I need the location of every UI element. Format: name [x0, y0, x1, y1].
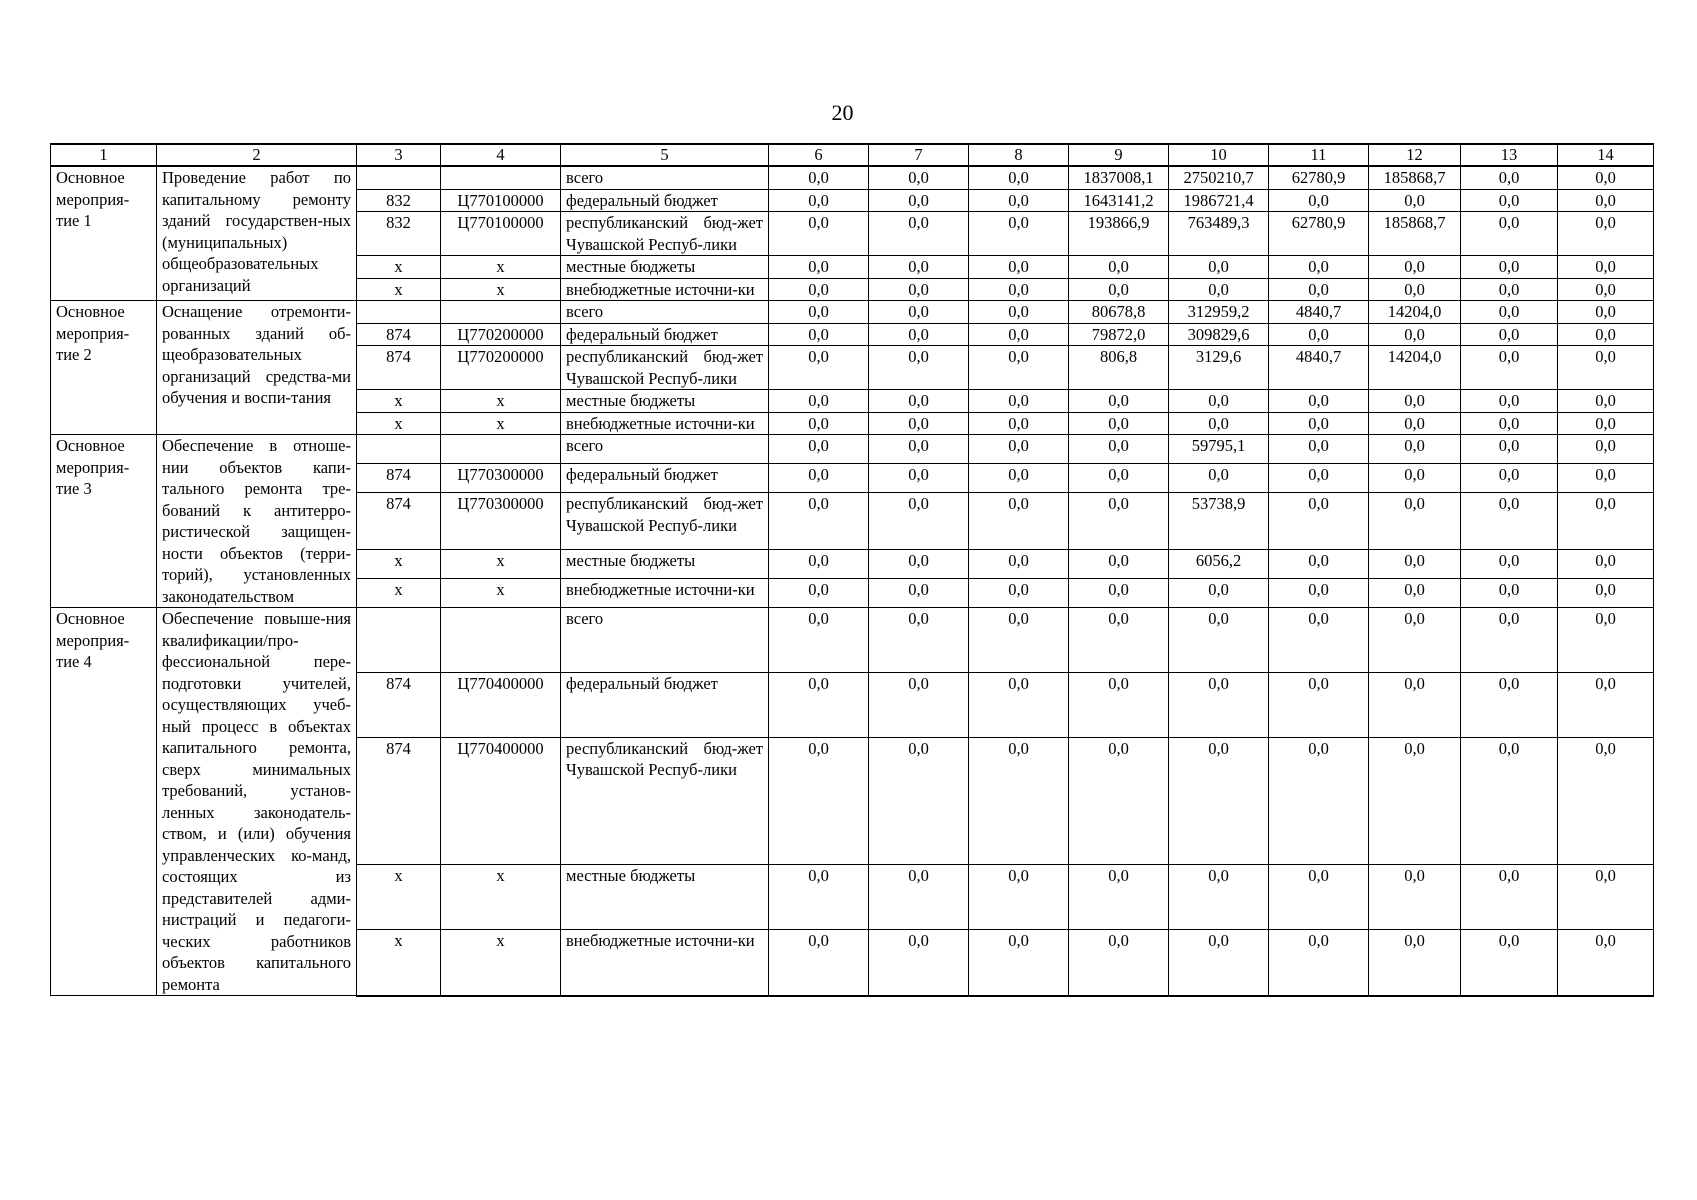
amount-cell: 0,0 [969, 323, 1069, 346]
amount-cell: 0,0 [1069, 929, 1169, 995]
amount-cell: 0,0 [1461, 323, 1558, 346]
amount-cell: 0,0 [1558, 737, 1654, 864]
funding-source: федеральный бюджет [561, 323, 769, 346]
column-header-13: 13 [1461, 144, 1558, 166]
amount-cell: 0,0 [869, 390, 969, 413]
event-title: Основное мероприя-тие 1 [51, 166, 157, 301]
amount-cell: 0,0 [869, 929, 969, 995]
event-title: Основное мероприя-тие 3 [51, 435, 157, 608]
amount-cell: 0,0 [1269, 672, 1369, 737]
amount-cell: 0,0 [1369, 493, 1461, 550]
amount-cell: 0,0 [1461, 189, 1558, 212]
amount-cell: 0,0 [1558, 301, 1654, 324]
grbs-code: 874 [357, 346, 441, 390]
budget-code: Ц770200000 [441, 323, 561, 346]
column-header-4: 4 [441, 144, 561, 166]
amount-cell: 0,0 [1269, 412, 1369, 435]
budget-code: x [441, 278, 561, 301]
amount-cell: 0,0 [869, 578, 969, 607]
amount-cell: 0,0 [869, 256, 969, 279]
amount-cell: 0,0 [1558, 166, 1654, 189]
amount-cell: 0,0 [769, 435, 869, 464]
amount-cell: 80678,8 [1069, 301, 1169, 324]
amount-cell: 0,0 [1558, 346, 1654, 390]
grbs-code [357, 435, 441, 464]
table-row [51, 435, 1654, 464]
grbs-code: 874 [357, 493, 441, 550]
amount-cell: 0,0 [1558, 578, 1654, 607]
amount-cell: 0,0 [769, 323, 869, 346]
amount-cell: 0,0 [1369, 864, 1461, 929]
column-header-7: 7 [869, 144, 969, 166]
grbs-code: x [357, 929, 441, 995]
amount-cell: 0,0 [869, 166, 969, 189]
amount-cell: 0,0 [1461, 672, 1558, 737]
amount-cell: 0,0 [769, 672, 869, 737]
column-header-5: 5 [561, 144, 769, 166]
amount-cell: 2750210,7 [1169, 166, 1269, 189]
table-row [51, 608, 1654, 673]
amount-cell: 0,0 [1169, 929, 1269, 995]
amount-cell: 185868,7 [1369, 166, 1461, 189]
amount-cell: 0,0 [869, 435, 969, 464]
amount-cell: 0,0 [1558, 672, 1654, 737]
event-description: Обеспечение в отноше-нии объектов капи-тального ремонта тре-бований к антитерро-ристической защищен-ности объектов (терри-торий), установленных законодательством [157, 435, 357, 608]
budget-code: x [441, 549, 561, 578]
funding-source: федеральный бюджет [561, 464, 769, 493]
amount-cell: 0,0 [1369, 464, 1461, 493]
grbs-code: x [357, 549, 441, 578]
amount-cell: 0,0 [1069, 412, 1169, 435]
page-number: 20 [831, 100, 854, 125]
amount-cell: 0,0 [1069, 549, 1169, 578]
amount-cell: 0,0 [869, 346, 969, 390]
table-row [51, 166, 1654, 189]
amount-cell: 0,0 [1169, 672, 1269, 737]
amount-cell: 0,0 [1461, 256, 1558, 279]
funding-source: республиканский бюд-жет Чувашской Респуб-лики [561, 737, 769, 864]
amount-cell: 0,0 [969, 256, 1069, 279]
budget-code: Ц770400000 [441, 672, 561, 737]
column-header-8: 8 [969, 144, 1069, 166]
amount-cell: 0,0 [1461, 929, 1558, 995]
funding-source: республиканский бюд-жет Чувашской Респуб-лики [561, 346, 769, 390]
amount-cell: 0,0 [1169, 578, 1269, 607]
column-header-6: 6 [769, 144, 869, 166]
amount-cell: 0,0 [769, 608, 869, 673]
amount-cell: 0,0 [1169, 464, 1269, 493]
amount-cell: 0,0 [1169, 278, 1269, 301]
column-header-14: 14 [1558, 144, 1654, 166]
budget-code [441, 435, 561, 464]
funding-source: внебюджетные источни-ки [561, 578, 769, 607]
amount-cell: 0,0 [1069, 390, 1169, 413]
amount-cell: 0,0 [769, 493, 869, 550]
amount-cell: 0,0 [1558, 864, 1654, 929]
amount-cell: 0,0 [869, 737, 969, 864]
budget-code: Ц770400000 [441, 737, 561, 864]
amount-cell: 0,0 [1069, 864, 1169, 929]
amount-cell: 0,0 [769, 278, 869, 301]
grbs-code: 832 [357, 189, 441, 212]
amount-cell: 0,0 [1461, 435, 1558, 464]
column-header-9: 9 [1069, 144, 1169, 166]
amount-cell: 0,0 [1461, 549, 1558, 578]
budget-code: Ц770100000 [441, 189, 561, 212]
column-header-2: 2 [157, 144, 357, 166]
amount-cell: 0,0 [1369, 256, 1461, 279]
amount-cell: 0,0 [969, 166, 1069, 189]
amount-cell: 0,0 [769, 212, 869, 256]
amount-cell: 0,0 [969, 346, 1069, 390]
grbs-code: x [357, 278, 441, 301]
budget-code: x [441, 412, 561, 435]
grbs-code: x [357, 256, 441, 279]
amount-cell: 62780,9 [1269, 166, 1369, 189]
grbs-code: 874 [357, 737, 441, 864]
amount-cell: 0,0 [769, 549, 869, 578]
amount-cell: 0,0 [769, 301, 869, 324]
amount-cell: 0,0 [1269, 864, 1369, 929]
amount-cell: 806,8 [1069, 346, 1169, 390]
budget-table [50, 143, 1654, 997]
amount-cell: 0,0 [1169, 390, 1269, 413]
grbs-code: x [357, 412, 441, 435]
amount-cell: 0,0 [1558, 278, 1654, 301]
amount-cell: 0,0 [1269, 189, 1369, 212]
amount-cell: 0,0 [769, 189, 869, 212]
amount-cell: 763489,3 [1169, 212, 1269, 256]
funding-source: республиканский бюд-жет Чувашской Респуб-лики [561, 493, 769, 550]
amount-cell: 0,0 [1461, 212, 1558, 256]
amount-cell: 4840,7 [1269, 346, 1369, 390]
amount-cell: 0,0 [1461, 346, 1558, 390]
amount-cell: 0,0 [869, 608, 969, 673]
amount-cell: 0,0 [1069, 493, 1169, 550]
amount-cell: 0,0 [869, 189, 969, 212]
budget-code [441, 166, 561, 189]
amount-cell: 0,0 [1169, 412, 1269, 435]
amount-cell: 0,0 [1369, 608, 1461, 673]
amount-cell: 0,0 [969, 549, 1069, 578]
amount-cell: 0,0 [1369, 412, 1461, 435]
amount-cell: 0,0 [1369, 323, 1461, 346]
amount-cell: 0,0 [1558, 256, 1654, 279]
amount-cell: 0,0 [1269, 608, 1369, 673]
amount-cell: 0,0 [1269, 549, 1369, 578]
grbs-code: x [357, 390, 441, 413]
amount-cell: 0,0 [1369, 737, 1461, 864]
funding-source: всего [561, 608, 769, 673]
amount-cell: 0,0 [1069, 578, 1169, 607]
amount-cell: 0,0 [969, 493, 1069, 550]
amount-cell: 0,0 [969, 189, 1069, 212]
budget-code: Ц770300000 [441, 493, 561, 550]
column-header-12: 12 [1369, 144, 1461, 166]
table-body [51, 166, 1654, 996]
budget-code [441, 301, 561, 324]
budget-code: Ц770300000 [441, 464, 561, 493]
amount-cell: 0,0 [869, 323, 969, 346]
funding-source: федеральный бюджет [561, 672, 769, 737]
amount-cell: 0,0 [1069, 256, 1169, 279]
amount-cell: 0,0 [1461, 464, 1558, 493]
grbs-code [357, 608, 441, 673]
funding-source: местные бюджеты [561, 390, 769, 413]
amount-cell: 0,0 [1558, 212, 1654, 256]
column-header-1: 1 [51, 144, 157, 166]
grbs-code: 874 [357, 464, 441, 493]
amount-cell: 0,0 [1461, 166, 1558, 189]
amount-cell: 0,0 [1461, 578, 1558, 607]
event-description: Оснащение отремонти-рованных зданий об-щеобразовательных организаций средства-ми обучения и воспи-тания [157, 301, 357, 435]
amount-cell: 0,0 [1269, 390, 1369, 413]
grbs-code: 832 [357, 212, 441, 256]
grbs-code: x [357, 864, 441, 929]
amount-cell: 0,0 [1069, 737, 1169, 864]
amount-cell: 0,0 [1461, 301, 1558, 324]
amount-cell: 4840,7 [1269, 301, 1369, 324]
amount-cell: 0,0 [1169, 608, 1269, 673]
amount-cell: 0,0 [1461, 608, 1558, 673]
amount-cell: 0,0 [869, 464, 969, 493]
funding-source: всего [561, 435, 769, 464]
amount-cell: 0,0 [969, 435, 1069, 464]
funding-source: местные бюджеты [561, 549, 769, 578]
amount-cell: 309829,6 [1169, 323, 1269, 346]
budget-code: x [441, 864, 561, 929]
amount-cell: 0,0 [1461, 737, 1558, 864]
amount-cell: 0,0 [869, 301, 969, 324]
amount-cell: 0,0 [1558, 435, 1654, 464]
amount-cell: 0,0 [1269, 493, 1369, 550]
amount-cell: 0,0 [769, 256, 869, 279]
amount-cell: 312959,2 [1169, 301, 1269, 324]
amount-cell: 14204,0 [1369, 301, 1461, 324]
amount-cell: 0,0 [869, 212, 969, 256]
amount-cell: 0,0 [969, 212, 1069, 256]
amount-cell: 0,0 [869, 864, 969, 929]
amount-cell: 0,0 [1558, 412, 1654, 435]
amount-cell: 0,0 [869, 278, 969, 301]
amount-cell: 0,0 [1369, 549, 1461, 578]
amount-cell: 193866,9 [1069, 212, 1169, 256]
amount-cell: 1643141,2 [1069, 189, 1169, 212]
amount-cell: 53738,9 [1169, 493, 1269, 550]
amount-cell: 0,0 [1369, 390, 1461, 413]
grbs-code: x [357, 578, 441, 607]
column-header-10: 10 [1169, 144, 1269, 166]
amount-cell: 0,0 [769, 578, 869, 607]
amount-cell: 0,0 [969, 929, 1069, 995]
column-header-11: 11 [1269, 144, 1369, 166]
amount-cell: 185868,7 [1369, 212, 1461, 256]
budget-code [441, 608, 561, 673]
amount-cell: 0,0 [969, 278, 1069, 301]
amount-cell: 0,0 [1269, 278, 1369, 301]
budget-code: x [441, 929, 561, 995]
amount-cell: 0,0 [969, 464, 1069, 493]
amount-cell: 0,0 [1369, 929, 1461, 995]
amount-cell: 79872,0 [1069, 323, 1169, 346]
funding-source: местные бюджеты [561, 864, 769, 929]
amount-cell: 6056,2 [1169, 549, 1269, 578]
funding-source: внебюджетные источни-ки [561, 412, 769, 435]
event-title: Основное мероприя-тие 4 [51, 608, 157, 996]
amount-cell: 0,0 [1558, 323, 1654, 346]
amount-cell: 0,0 [1558, 608, 1654, 673]
budget-code: x [441, 256, 561, 279]
amount-cell: 0,0 [1069, 464, 1169, 493]
amount-cell: 0,0 [1558, 929, 1654, 995]
amount-cell: 0,0 [1069, 608, 1169, 673]
amount-cell: 0,0 [1269, 464, 1369, 493]
amount-cell: 0,0 [769, 412, 869, 435]
budget-code: Ц770200000 [441, 346, 561, 390]
amount-cell: 0,0 [1461, 390, 1558, 413]
amount-cell: 0,0 [869, 493, 969, 550]
amount-cell: 1986721,4 [1169, 189, 1269, 212]
amount-cell: 59795,1 [1169, 435, 1269, 464]
amount-cell: 0,0 [1069, 672, 1169, 737]
amount-cell: 3129,6 [1169, 346, 1269, 390]
amount-cell: 0,0 [1269, 256, 1369, 279]
amount-cell: 0,0 [1069, 435, 1169, 464]
amount-cell: 0,0 [1461, 278, 1558, 301]
amount-cell: 0,0 [769, 390, 869, 413]
amount-cell: 0,0 [1369, 672, 1461, 737]
grbs-code: 874 [357, 672, 441, 737]
amount-cell: 0,0 [1461, 864, 1558, 929]
amount-cell: 0,0 [1369, 578, 1461, 607]
amount-cell: 0,0 [1269, 929, 1369, 995]
funding-source: республиканский бюд-жет Чувашской Респуб-лики [561, 212, 769, 256]
amount-cell: 0,0 [969, 301, 1069, 324]
amount-cell: 0,0 [769, 737, 869, 864]
column-header-3: 3 [357, 144, 441, 166]
amount-cell: 0,0 [1369, 189, 1461, 212]
amount-cell: 0,0 [1269, 323, 1369, 346]
header-row [51, 144, 1654, 166]
funding-source: внебюджетные источни-ки [561, 278, 769, 301]
funding-source: внебюджетные источни-ки [561, 929, 769, 995]
table-row [51, 301, 1654, 324]
amount-cell: 0,0 [1461, 493, 1558, 550]
amount-cell: 62780,9 [1269, 212, 1369, 256]
amount-cell: 0,0 [1558, 493, 1654, 550]
amount-cell: 0,0 [1558, 549, 1654, 578]
event-title: Основное мероприя-тие 2 [51, 301, 157, 435]
amount-cell: 0,0 [769, 166, 869, 189]
funding-source: всего [561, 166, 769, 189]
budget-code: x [441, 578, 561, 607]
amount-cell: 0,0 [1269, 435, 1369, 464]
amount-cell: 0,0 [1269, 578, 1369, 607]
budget-code: x [441, 390, 561, 413]
amount-cell: 0,0 [1461, 412, 1558, 435]
amount-cell: 0,0 [869, 412, 969, 435]
amount-cell: 14204,0 [1369, 346, 1461, 390]
amount-cell: 0,0 [969, 390, 1069, 413]
amount-cell: 0,0 [769, 929, 869, 995]
amount-cell: 0,0 [969, 578, 1069, 607]
amount-cell: 0,0 [1558, 189, 1654, 212]
funding-source: всего [561, 301, 769, 324]
amount-cell: 0,0 [1558, 464, 1654, 493]
amount-cell: 0,0 [969, 608, 1069, 673]
amount-cell: 0,0 [1169, 256, 1269, 279]
amount-cell: 0,0 [769, 464, 869, 493]
amount-cell: 0,0 [969, 412, 1069, 435]
amount-cell: 0,0 [1169, 737, 1269, 864]
amount-cell: 0,0 [869, 672, 969, 737]
amount-cell: 0,0 [1558, 390, 1654, 413]
amount-cell: 1837008,1 [1069, 166, 1169, 189]
amount-cell: 0,0 [1269, 737, 1369, 864]
amount-cell: 0,0 [1169, 864, 1269, 929]
budget-code: Ц770100000 [441, 212, 561, 256]
amount-cell: 0,0 [1369, 278, 1461, 301]
amount-cell: 0,0 [969, 737, 1069, 864]
grbs-code: 874 [357, 323, 441, 346]
amount-cell: 0,0 [1069, 278, 1169, 301]
funding-source: местные бюджеты [561, 256, 769, 279]
grbs-code [357, 166, 441, 189]
grbs-code [357, 301, 441, 324]
amount-cell: 0,0 [769, 864, 869, 929]
amount-cell: 0,0 [969, 864, 1069, 929]
amount-cell: 0,0 [869, 549, 969, 578]
event-description: Обеспечение повыше-ния квалификации/про-фессиональной пере-подготовки учителей, осуществляющих учеб-ный процесс в объектах капитального ремонта, сверх минимальных требований, установ-ленных законодатель-ством, и (или) обучения управленческих ко-манд, состоящих из представителей адми-нистраций и педагоги-ческих работников объектов капитального ремонта [157, 608, 357, 996]
funding-source: федеральный бюджет [561, 189, 769, 212]
amount-cell: 0,0 [1369, 435, 1461, 464]
amount-cell: 0,0 [969, 672, 1069, 737]
amount-cell: 0,0 [769, 346, 869, 390]
event-description: Проведение работ по капитальному ремонту зданий государствен-ных (муниципальных) общеобразовательных организаций [157, 166, 357, 301]
